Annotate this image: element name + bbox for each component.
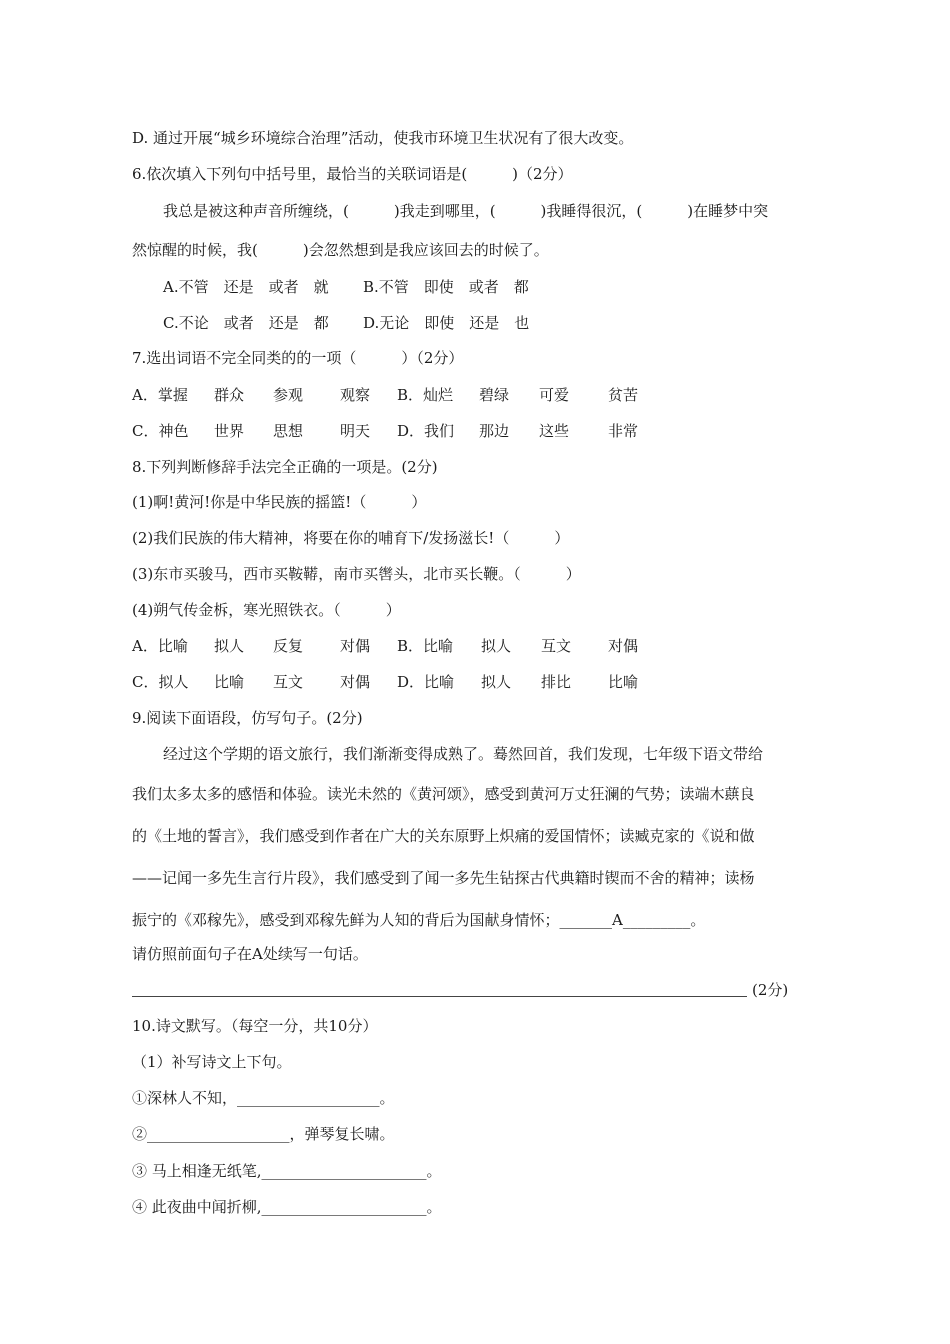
q8-word: D．比喻 [397,673,455,691]
q7-word: 思想 [273,422,304,440]
q9-passage-line: 经过这个学期的语文旅行，我们渐渐变得成熟了。蓦然回首，我们发现，七年级下语文带给 [163,745,764,763]
q9-passage-line: 的《土地的誓言》，我们感受到作者在广大的关东原野上炽痛的爱国情怀；读臧克家的《说和做 [132,827,755,845]
q9-prompt: 9.阅读下面语段，仿写句子。(2分) [132,709,363,727]
q6-passage-line2: 然惊醒的时候，我( )会忽然想到是我应该回去的时候了。 [132,241,549,259]
q7-word: 明天 [340,422,371,440]
q7-word: 碧绿 [479,386,510,404]
q8-word: 对偶 [340,637,371,655]
q7-word: C．神色 [132,422,189,440]
q8-word: C．拟人 [132,673,189,691]
q7-word: 群众 [214,386,245,404]
q7-word: D．我们 [397,422,455,440]
q9-answer-line[interactable] [132,996,747,997]
q8-word: 拟人 [481,637,512,655]
q6-option-b: B.不管 即使 或者 都 [363,278,529,296]
q9-passage-line: ——记闻一多先生言行片段》，我们感受到了闻一多先生钻探古代典籍时锲而不舍的精神；读杨 [132,869,755,887]
q9-passage-line: 我们太多太多的感悟和体验。读光未然的《黄河颂》，感受到黄河万丈狂澜的气势；读端木蕻良 [132,785,755,803]
q10-blank-3: ③ 马上相逢无纸笔,______________________。 [132,1162,442,1180]
q8-item-4: (4)朔气传金柝，寒光照铁衣。（ ） [132,601,401,619]
q7-prompt: 7.选出词语不完全同类的的一项（ ）（2分） [132,349,464,367]
q9-points: (2分) [752,981,789,999]
q7-word: 可爱 [539,386,570,404]
q7-word: 观察 [340,386,371,404]
q6-option-d: D.无论 即使 还是 也 [363,314,530,332]
q7-word: 参观 [273,386,304,404]
q7-word: 这些 [539,422,570,440]
q6-option-c: C.不论 或者 还是 都 [163,314,329,332]
q8-word: 拟人 [481,673,512,691]
q7-word: B．灿烂 [397,386,454,404]
q7-word: 世界 [214,422,245,440]
q8-word: 排比 [541,673,572,691]
q8-word: 比喻 [608,673,639,691]
q9-passage-line: 振宁的《邓稼先》，感受到邓稼先鲜为人知的背后为国献身情怀；_______A_________。 [132,911,706,929]
q10-blank-4: ④ 此夜曲中闻折柳,______________________。 [132,1198,442,1216]
q7-word: 那边 [479,422,510,440]
q10-blank-2: ②___________________，弹琴复长啸。 [132,1125,395,1143]
q6-option-a: A.不管 还是 或者 就 [163,278,329,296]
q10-blank-1: ①深林人不知，___________________。 [132,1089,395,1107]
q5-option-d: D. 通过开展“城乡环境综合治理”活动，使我市环境卫生状况有了很大改变。 [132,129,634,147]
q10-prompt: 10.诗文默写。（每空一分，共10分） [132,1017,378,1035]
q10-sub1: （1）补写诗文上下句。 [132,1053,292,1071]
q8-item-1: (1)啊!黄河!你是中华民族的摇篮!（ ） [132,493,427,511]
q8-word: 拟人 [214,637,245,655]
q7-word: 非常 [608,422,639,440]
q6-prompt: 6.依次填入下列句中括号里，最恰当的关联词语是( )（2分） [132,165,573,183]
q7-word: A．掌握 [132,386,188,404]
q8-item-2: (2)我们民族的伟大精神，将要在你的哺育下/发扬滋长!（ ） [132,529,570,547]
q9-instruction: 请仿照前面句子在A处续写一句话。 [132,945,368,963]
q8-word: 比喻 [214,673,245,691]
q8-word: 互文 [541,637,572,655]
q8-prompt: 8.下列判断修辞手法完全正确的一项是。(2分) [132,458,438,476]
q7-word: 贫苦 [608,386,639,404]
q6-passage-line1: 我总是被这种声音所缠绕，( )我走到哪里，( )我睡得很沉，( )在睡梦中突 [163,202,769,220]
q8-item-3: (3)东市买骏马，西市买鞍鞯，南市买辔头，北市买长鞭。（ ） [132,565,581,583]
q8-word: 对偶 [340,673,371,691]
q8-word: A．比喻 [132,637,188,655]
q8-word: 对偶 [608,637,639,655]
q8-word: 互文 [273,673,304,691]
q8-word: 反复 [273,637,304,655]
q8-word: B．比喻 [397,637,454,655]
